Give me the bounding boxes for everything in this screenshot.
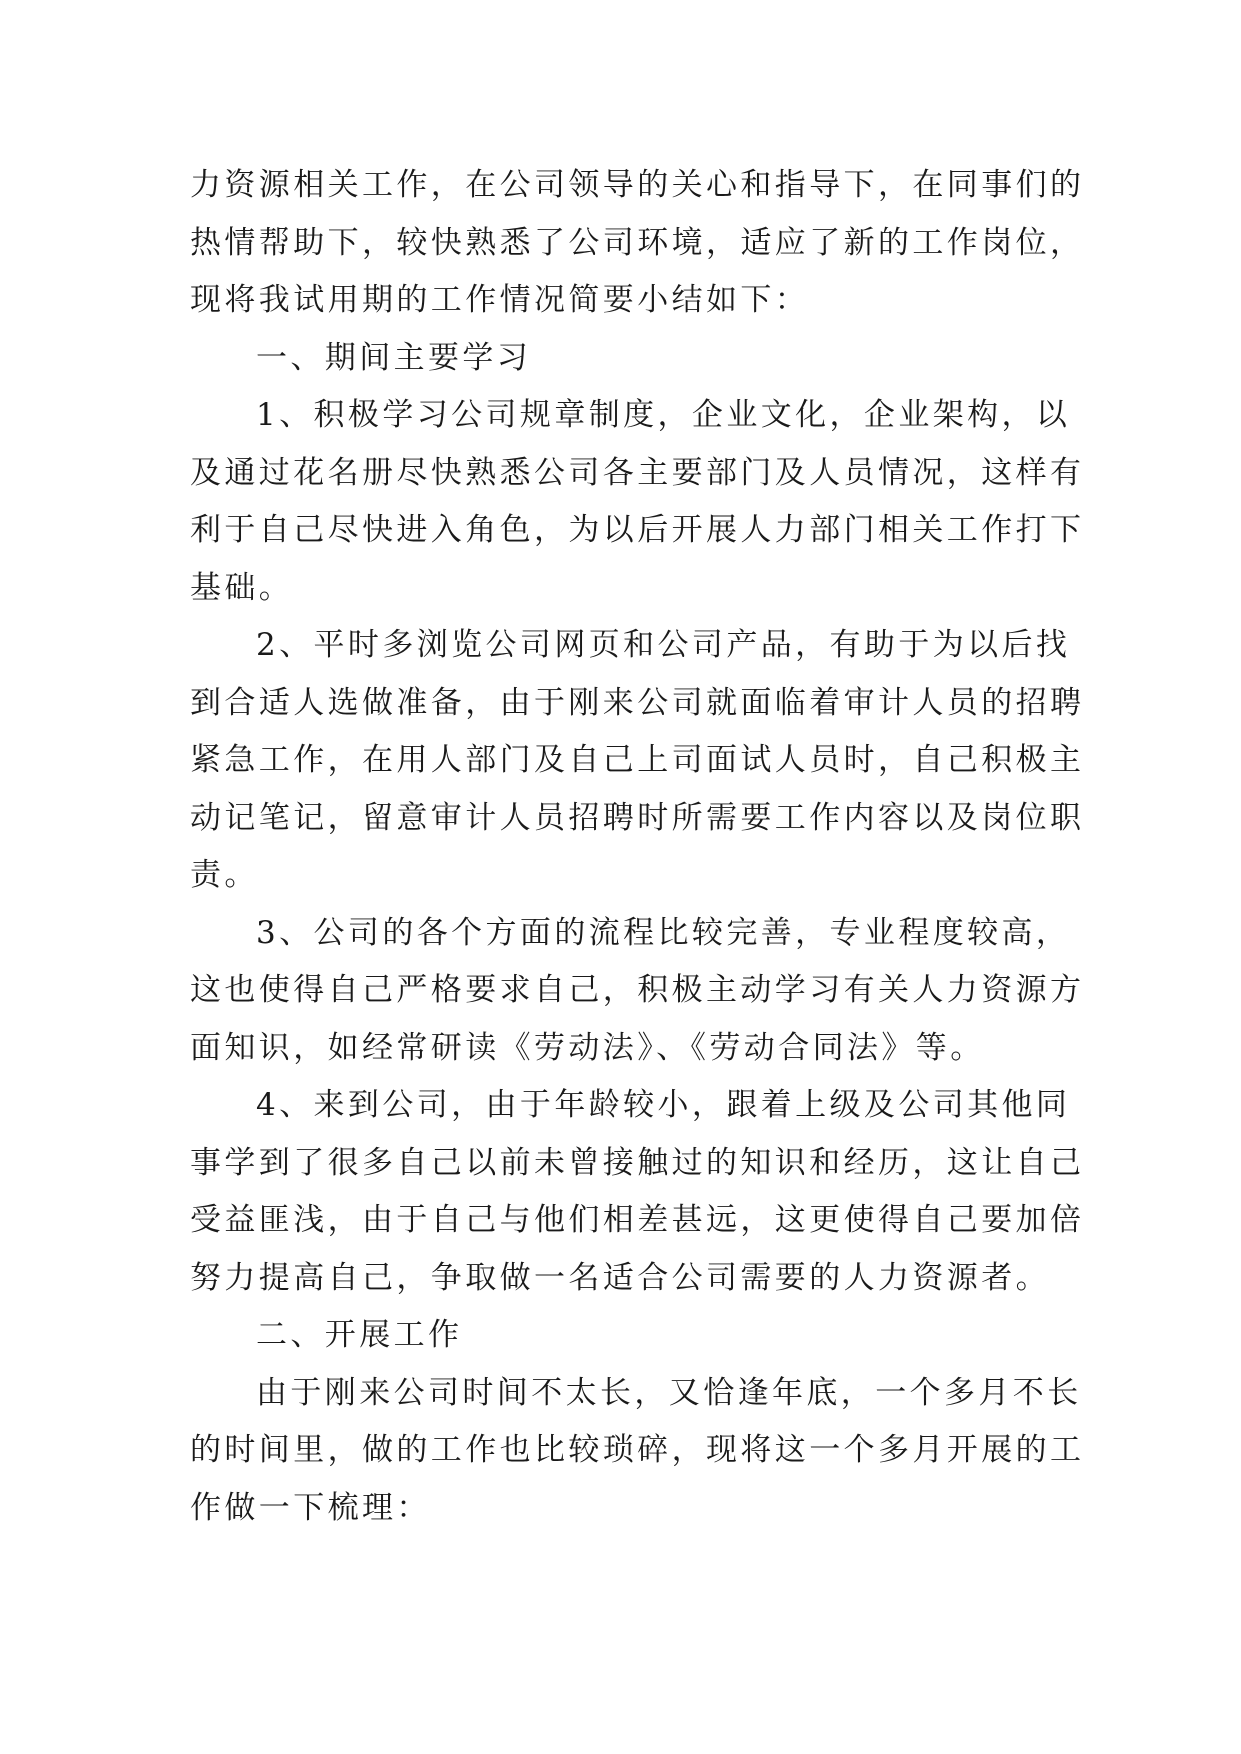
text-line: 努力提高自己，争取做一名适合公司需要的人力资源者。 bbox=[190, 1259, 1050, 1296]
text-line: 力资源相关工作，在公司领导的关心和指导下，在同事们的 bbox=[190, 167, 1085, 203]
text-line: 由于刚来公司时间不太长，又恰逢年底，一个多月不长 bbox=[256, 1374, 1082, 1411]
text-line: 现将我试用期的工作情况简要小结如下： bbox=[190, 282, 810, 318]
text-line: 作做一下梳理： bbox=[190, 1489, 431, 1526]
text-line: 4、来到公司，由于年龄较小，跟着上级及公司其他同 bbox=[256, 1087, 1071, 1123]
text-line: 动记笔记，留意审计人员招聘时所需要工作内容以及岗位职 bbox=[190, 799, 1085, 836]
text-line: 利于自己尽快进入角色，为以后开展人力部门相关工作打下 bbox=[190, 512, 1085, 548]
text-line: 基础。 bbox=[190, 569, 294, 606]
text-line: 及通过花名册尽快熟悉公司各主要部门及人员情况，这样有 bbox=[190, 454, 1085, 491]
text-line: 责。 bbox=[190, 857, 259, 893]
text-line: 2、平时多浏览公司网页和公司产品，有助于为以后找 bbox=[256, 627, 1071, 663]
text-line: 受益匪浅，由于自己与他们相差甚远，这更使得自己要加倍 bbox=[190, 1202, 1085, 1238]
text-line: 3、公司的各个方面的流程比较完善，专业程度较高， bbox=[256, 914, 1071, 951]
text-line: 到合适人选做准备，由于刚来公司就面临着审计人员的招聘 bbox=[190, 684, 1085, 721]
document-body bbox=[190, 157, 1085, 1537]
text-line: 的时间里，做的工作也比较琐碎，现将这一个多月开展的工 bbox=[190, 1432, 1085, 1468]
text-line: 1、积极学习公司规章制度，企业文化，企业架构，以 bbox=[256, 397, 1071, 433]
text-line: 热情帮助下，较快熟悉了公司环境，适应了新的工作岗位， bbox=[190, 224, 1085, 261]
text-line: 紧急工作，在用人部门及自己上司面试人员时，自己积极主 bbox=[190, 742, 1085, 778]
text-line: 面知识，如经常研读《劳动法》、《劳动合同法》等。 bbox=[190, 1029, 985, 1066]
text-line: 事学到了很多自己以前未曾接触过的知识和经历，这让自己 bbox=[190, 1144, 1085, 1181]
section-heading: 二、开展工作 bbox=[256, 1317, 463, 1353]
text-line: 这也使得自己严格要求自己，积极主动学习有关人力资源方 bbox=[190, 972, 1085, 1008]
section-heading: 一、期间主要学习 bbox=[256, 339, 532, 376]
